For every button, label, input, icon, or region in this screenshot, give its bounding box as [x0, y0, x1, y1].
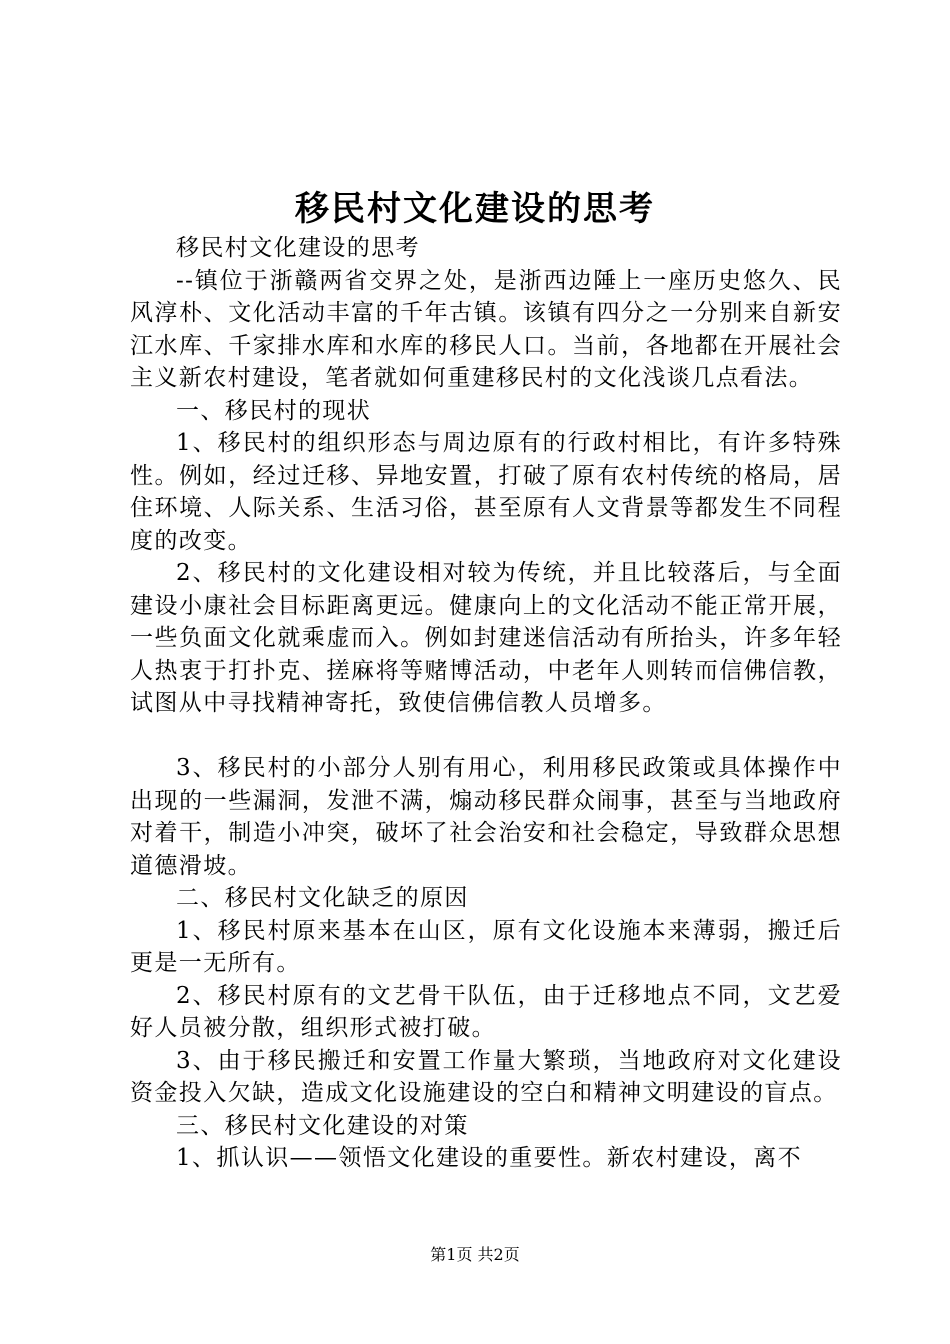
- section-heading-causes: 二、移民村文化缺乏的原因: [176, 885, 469, 911]
- paragraph-measures-1: 1、抓认识——领悟文化建设的重要性。新农村建设，离不: [176, 1145, 803, 1171]
- paragraph-status-2: 2、移民村的文化建设相对较为传统，并且比较落后，与全面建设小康社会目标距离更远。健康向上的文化活动不能正常开展，一些负面文化就乘虚而入。例如封建迷信活动有所抬头，许多年轻人热衷于打扑克、搓麻将等赌博活动，中老年人则转而信佛信教，试图从中寻找精神寄托，致使信佛信教人员增多。: [130, 560, 842, 716]
- document-body: [130, 232, 842, 1175]
- paragraph-status-3: 3、移民村的小部分人别有用心，利用移民政策或具体操作中出现的一些漏洞，发泄不满，煽动移民群众闹事，甚至与当地政府对着干，制造小冲突，破坏了社会治安和社会稳定，导致群众思想道德滑坡。: [130, 755, 842, 879]
- paragraph-subtitle: 移民村文化建设的思考: [176, 235, 420, 261]
- paragraph-causes-3: 3、由于移民搬迁和安置工作量大繁琐，当地政府对文化建设资金投入欠缺，造成文化设施建设的空白和精神文明建设的盲点。: [130, 1047, 842, 1106]
- document-title: 移民村文化建设的思考: [295, 189, 655, 229]
- paragraph-intro: --镇位于浙赣两省交界之处，是浙西边陲上一座历史悠久、民风淳朴、文化活动丰富的千年古镇。该镇有四分之一分别来自新安江水库、千家排水库和水库的移民人口。当前，各地都在开展社会主义新农村建设，笔者就如何重建移民村的文化浅谈几点看法。: [130, 267, 842, 391]
- paragraph-status-1: 1、移民村的组织形态与周边原有的行政村相比，有许多特殊性。例如，经过迁移、异地安置，打破了原有农村传统的格局，居住环境、人际关系、生活习俗，甚至原有人文背景等都发生不同程度的改变。: [130, 430, 842, 554]
- section-heading-measures: 三、移民村文化建设的对策: [176, 1112, 469, 1139]
- paragraph-causes-1: 1、移民村原来基本在山区，原有文化设施本来薄弱，搬迁后更是一无所有。: [130, 917, 842, 976]
- paragraph-causes-2: 2、移民村原有的文艺骨干队伍，由于迁移地点不同，文艺爱好人员被分散，组织形式被打破。: [130, 982, 842, 1041]
- section-heading-status: 一、移民村的现状: [176, 397, 372, 424]
- page-number-footer: 第1页 共2页: [430, 1245, 520, 1264]
